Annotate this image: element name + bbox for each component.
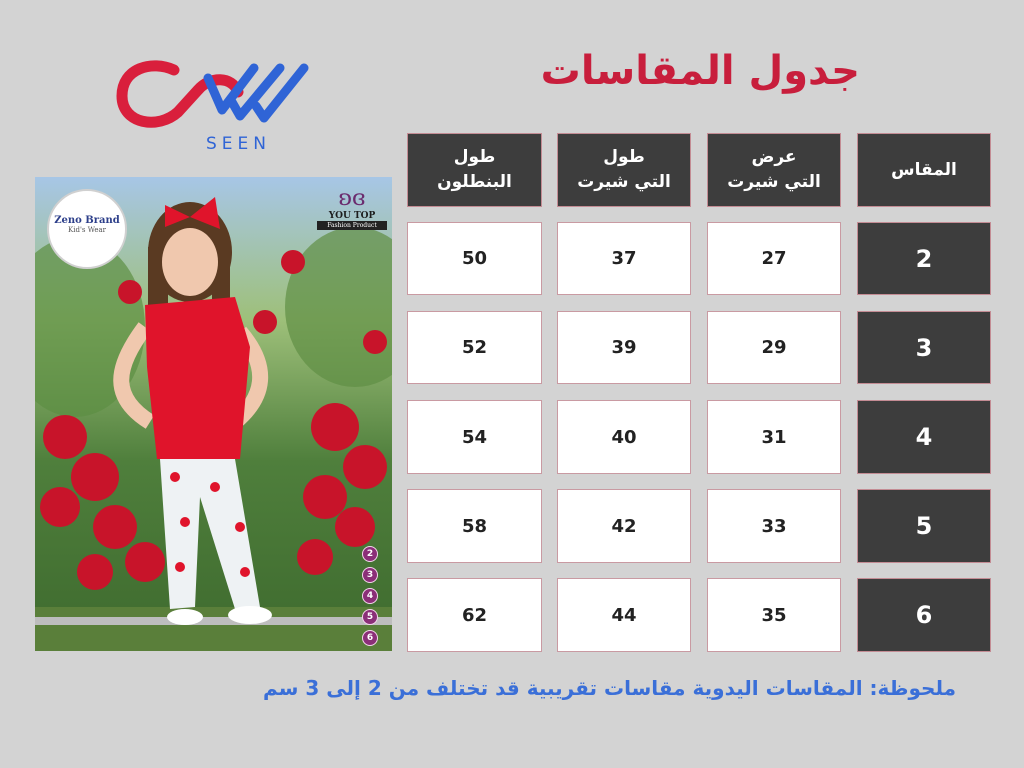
youtop-tagline: Fashion Product [317,221,387,230]
cell-pants-length: 50 [407,222,542,295]
brand-name: Zeno Brand [54,215,120,226]
size-dot: 3 [362,567,378,583]
cell-pants-length: 54 [407,400,542,474]
page-title: جدول المقاسات [540,48,860,94]
cell-size: 2 [857,222,991,295]
header-shirt-width: عرض التي شيرت [707,133,841,207]
butterfly-icon: ʚɞ [338,186,366,211]
cell-size: 4 [857,400,991,474]
cell-size: 5 [857,489,991,563]
cell-shirt-length: 37 [557,222,691,295]
header-pants-length: طول البنطلون [407,133,542,207]
cell-size: 6 [857,578,991,652]
youtop-logo [317,187,387,230]
seen-logo-icon [112,56,312,136]
footer-note: ملحوظة: المقاسات اليدوية مقاسات تقريبية قد تختلف من 2 إلى 3 سم [263,676,956,700]
cell-size: 3 [857,311,991,384]
size-dot: 5 [362,609,378,625]
cell-shirt-width: 35 [707,578,841,652]
zeno-brand-badge [47,189,127,269]
cell-shirt-width: 31 [707,400,841,474]
product-photo [35,177,392,651]
size-dot: 6 [362,630,378,646]
cell-pants-length: 58 [407,489,542,563]
cell-shirt-length: 42 [557,489,691,563]
cell-shirt-width: 27 [707,222,841,295]
seen-logo [112,56,312,156]
cell-shirt-length: 40 [557,400,691,474]
cell-pants-length: 52 [407,311,542,384]
cell-pants-length: 62 [407,578,542,652]
header-shirt-length: طول التي شيرت [557,133,691,207]
logo-text: SEEN [206,134,271,154]
brand-tagline: Kid's Wear [68,226,106,234]
size-dot: 2 [362,546,378,562]
cell-shirt-width: 29 [707,311,841,384]
header-size: المقاس [857,133,991,207]
cell-shirt-width: 33 [707,489,841,563]
size-dot: 4 [362,588,378,604]
cell-shirt-length: 44 [557,578,691,652]
size-dots [362,546,378,651]
youtop-name: YOU TOP [328,211,376,221]
cell-shirt-length: 39 [557,311,691,384]
